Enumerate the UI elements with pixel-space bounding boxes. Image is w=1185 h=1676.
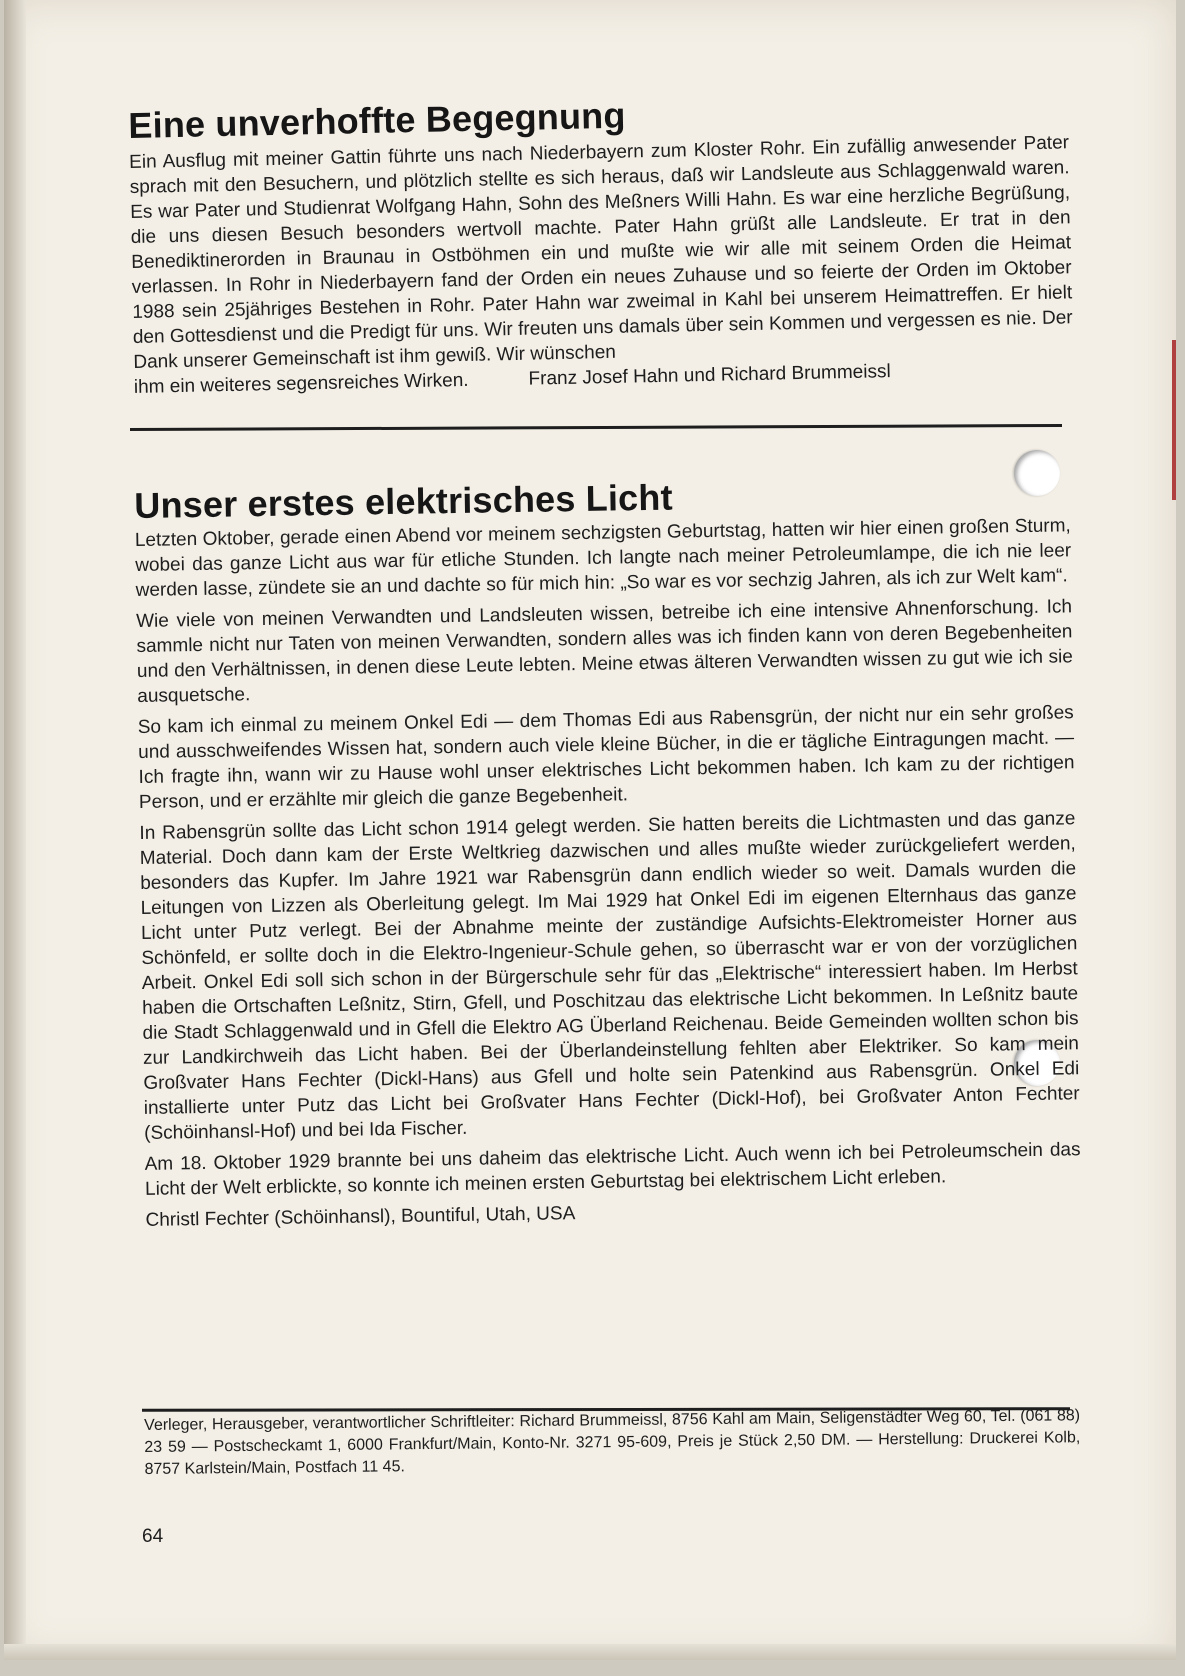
scanned-page [4,0,1176,1660]
article-2-title: Unser erstes elektrisches Licht [133,476,674,526]
article-2-paragraph: Wie viele von meinen Verwandten und Landsleuten wissen, betreibe ich eine intensive Ahnenforschung. Ich sammle nicht nur Taten von meinen Verwandten, sondern alles was ich finden kann von deren Begebenheiten und den Verhältnissen, in denen diese Leute lebten. Meine etwas älteren Verwandten wissen zu gut wie ich sie ausquetsche. [135,596,1073,707]
page-binding-edge [4,0,26,1660]
page-edge-mark [1172,340,1176,500]
page-number: 64 [142,1526,164,1547]
article-2-paragraph: In Rabensgrün sollte das Licht schon 1914 gelegt werden. Sie hatten bereits die Lichtmasten und das ganze Material. Doch dann kam der Erste Weltkrieg dazwischen und alles mußte wieder zurückgeliefert werden, besonders das Kupfer. Im Jahre 1921 war Rabensgrün dann endlich wieder so weit. Damals wurden die Leitungen von Lizzen als Oberleitung gelegt. Im Mai 1929 hat Onkel Edi im eigenen Elternhaus das ganze Licht unter Putz verlegt. Bei der Abnahme meinte der zuständige Aufsichts-Elektromeister Horner aus Schönfeld, er sollte doch in die Elektro-Ingenieur-Schule gehen, so überrascht war er von der vorzüglichen Arbeit. Onkel Edi soll sich schon in der Bürgerschule sehr für das „Elektrische“ interessiert haben. Im Herbst haben die Ortschaften Leßnitz, Stirn, Gfell, und Poschitzau das elektrische Licht bekommen. In Leßnitz baute die Stadt Schlaggenwald und in Gfell die Elektro AG Überland Reichenau. Beide Gemeinden wollten schon bis zur Landkirchweih das Licht haben. Bei der Überlandeinstellung fehlten aber Elektriker. So kam mein Großvater Hans Fechter (Dickl-Hans) aus Gfell und holte sein Patenkind aus Rabensgrün. Onkel Edi installierte unter Putz das Licht bei Großvater Hans Fechter (Dickl-Hof), bei Großvater Anton Fechter (Schöinhansl-Hof) und bei Ida Fischer. [139,808,1080,1144]
page-bottom-edge [4,1644,1176,1660]
article-2-paragraph: So kam ich einmal zu meinem Onkel Edi — dem Thomas Edi aus Rabensgrün, der nicht nur ein sehr großes und ausschweifendes Wissen hat, sondern auch viele kleine Bücher, in die er tägliche Eintragungen macht. — Ich fragte ihn, wann wir zu Hause wohl unser elektrisches Licht bekommen haben. Ich kam zu der richtigen Person, und er erzählte mir gleich die ganze Begebenheit. [137,702,1075,813]
article-2-paragraph: Letzten Oktober, gerade einen Abend vor meinem sechzigsten Geburtstag, hatten wir hier einen großen Sturm, wobei das ganze Licht aus war für etliche Stunden. Ich langte nach meiner Petroleumlampe, die ich nie leer werden lasse, zündete sie an und dachte so für mich hin: „So war es vor sechzig Jahren, als ich zur Welt kam“. [134,515,1072,601]
article-2-paragraph: Am 18. Oktober 1929 brannte bei uns daheim das elektrische Licht. Auch wenn ich bei Petroleumschein das Licht der Welt erblickte, so konnte ich meinen ersten Geburtstag bei elektrischem Licht erleben. [144,1139,1081,1200]
article-1-signature: Franz Josef Hahn und Richard Brummeissl [528,361,891,390]
article-1-closing: ihm ein weiteres segensreiches Wirken. [133,369,469,398]
article-1-body: Ein Ausflug mit meiner Gattin führte uns nach Niederbayern zum Kloster Rohr. Ein zufällig anwesender Pater sprach mit den Besuchern, und plötzlich stellte es sich heraus, daß wir Landsleute aus Schlaggenwald waren. Es war Pater und Studienrat Wolfgang Hahn, Sohn des Meßners Willi Hahn. Es war eine herzliche Begrüßung, die uns diesen Besuch besonders wertvoll machte. Pater Hahn grüßt alle Landsleute. Er trat in den Benediktinerorden in Braunau in Ostböhmen ein und mußte wie wir alle mit seinem Orden die Heimat verlassen. In Rohr in Niederbayern fand der Orden ein neues Zuhause und so feierte der Orden im Oktober 1988 sein 25jähriges Bestehen in Rohr. Pater Hahn war zweimal in Kahl bei unserem Heimattreffen. Er hielt den Gottesdienst und die Predigt für uns. Wir freuten uns damals über sein Kommen und vergessen es nie. Der Dank unserer Gemeinschaft ist ihm gewiß. Wir wünschen [128,132,1073,373]
article-2-signature: Christl Fechter (Schöinhansl), Bountiful, Utah, USA [145,1203,576,1231]
article-1 [127,94,1073,400]
article-1-title: Eine unverhoffte Begegnung [127,94,626,146]
imprint-text: Verleger, Herausgeber, verantwortlicher Schriftleiter: Richard Brummeissl, 8756 Kahl am Main, Seligenstädter Weg 60, Tel. (061 88) 23 59 — Postscheckamt 1, 6000 Frankfurt/Main, Konto-Nr. 3271 95-609, Preis je Stück 2,50 DM. — Herstellung: Druckerei Kolb, 8757 Karlstein/Main, Postfach 11 45. [144,1407,1081,1478]
article-2 [134,471,1082,1233]
section-divider [130,424,1062,431]
